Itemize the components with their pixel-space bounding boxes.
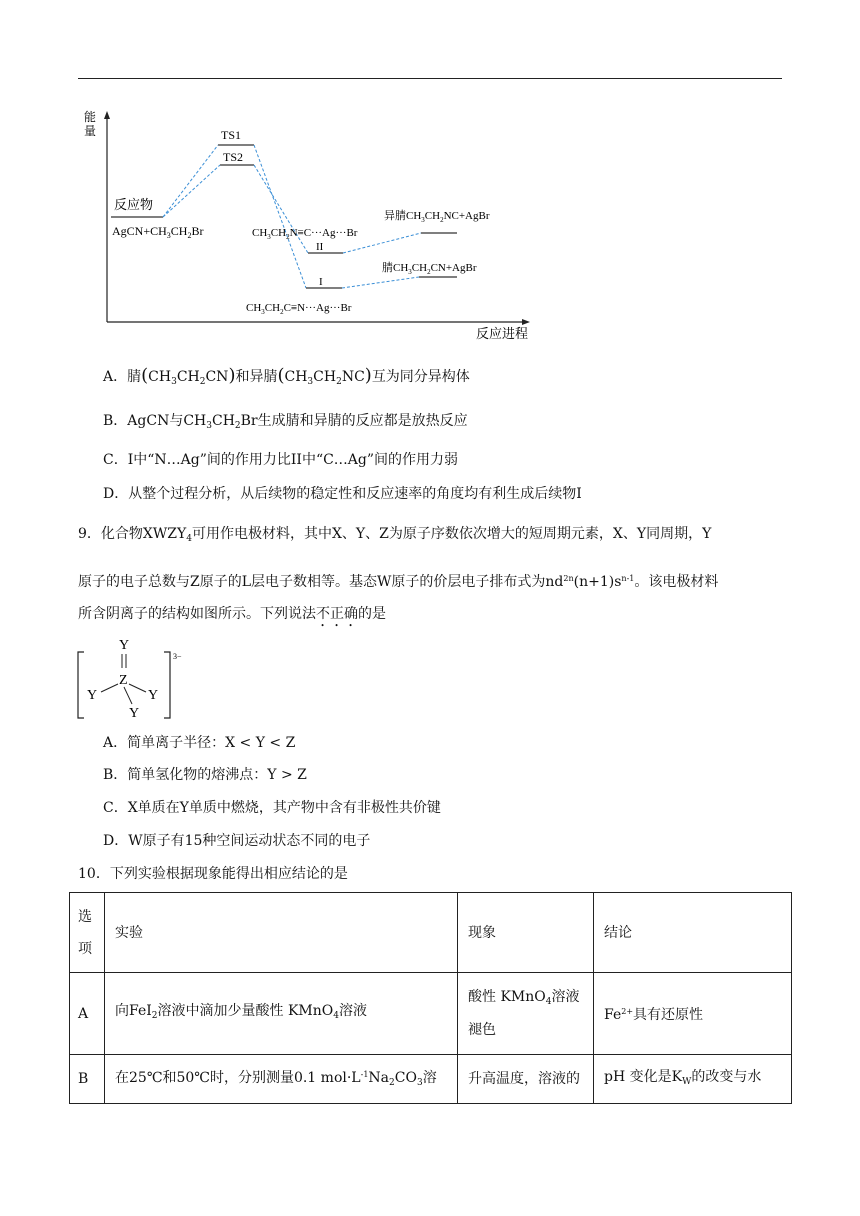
q9-stem-line3: 所含阴离子的结构如图所示。下列说法不正确的是 [78, 606, 386, 622]
anion-structure-diagram [76, 632, 206, 722]
q9-option-D: D．W原子有15种空间运动状态不同的电子 [103, 833, 371, 849]
atom-Y-right: Y [148, 688, 159, 703]
row-B-option: B [70, 1055, 105, 1104]
isonitrile-product-label: 异腈$CH_3CH_2NC+AgBr$ [384, 210, 490, 224]
path-ts1-to-I [254, 145, 306, 288]
atom-Y-left: Y [87, 688, 98, 703]
path-to-ts1 [163, 145, 218, 217]
ts2-label: TS2 [223, 150, 244, 164]
path-to-ts2 [163, 165, 220, 217]
x-axis-label: 反应进程 [476, 326, 529, 341]
header-experiment: 实验 [105, 893, 458, 973]
q8-option-D: D．从整个过程分析，从后续物的稳定性和反应速率的角度均有利生成后续物I [103, 486, 582, 502]
row-B-phenomenon: 升高温度，溶液的 [458, 1055, 594, 1104]
row-B-experiment: 在25℃和50℃时，分别测量0.1 $mol\cdot L^{-1}Na_2CO_3$溶 [105, 1055, 458, 1104]
experiment-table [69, 892, 792, 1104]
reactant-label: 反应物 [114, 197, 154, 212]
right-bracket [164, 652, 170, 718]
q8-option-B: B．AgCN与$CH_3CH_2Br$生成腈和异腈的反应都是放热反应 [103, 413, 468, 431]
table-row [70, 973, 792, 1055]
intermediate-II-label: II [316, 241, 324, 253]
header-option: 选 项 [70, 893, 105, 973]
x-axis-arrow [522, 319, 530, 325]
row-A-conclusion: $Fe^{2+}$具有还原性 [594, 973, 792, 1055]
atom-Y-bottom: Y [129, 706, 140, 721]
anion-charge: 3− [173, 652, 182, 661]
reactant-formula: $AgCN+CH_3CH_2Br$ [112, 224, 204, 240]
atom-Y-top: Y [119, 638, 130, 653]
q9-option-C: C．X单质在Y单质中燃烧，其产物中含有非极性共价键 [103, 800, 441, 816]
q8-option-C: C．I中“N…Ag”间的作用力比II中“C…Ag”间的作用力弱 [103, 452, 459, 468]
q9-stem-line2: 原子的电子总数与Z原子的L层电子数相等。基态W原子的价层电子排布式为$nd^{2n}(n+1)s^{n-1}$。该电极材料 [78, 574, 719, 590]
q9-stem-line1: 9．化合物$XWZY_4$可用作电极材料，其中X、Y、Z为原子序数依次增大的短周期元素，X、Y同周期，Y [78, 526, 712, 544]
q8-option-A: A．腈$(CH_3CH_2CN)$和异腈$(CH_3CH_2NC)$互为同分异构体 [103, 365, 470, 387]
row-A-experiment: 向FeI$_2$溶液中滴加少量酸性 KMnO$_4$溶液 [105, 973, 458, 1055]
q9-option-A: A．简单离子半径：X < Y < Z [103, 735, 296, 751]
table-row [70, 1055, 792, 1104]
intermediate-I-label: I [319, 276, 323, 288]
atom-Z-center: Z [119, 673, 128, 688]
row-A-option: A [70, 973, 105, 1055]
emphasis-not-correct: 不正确 [316, 606, 358, 622]
header-conclusion: 结论 [594, 893, 792, 973]
path-I-to-nitrile [342, 277, 419, 288]
header-phenomenon: 现象 [458, 893, 594, 973]
y-axis-arrow [104, 111, 110, 119]
q9-option-B: B．简单氢化物的熔沸点：Y > Z [103, 767, 307, 783]
left-bracket [78, 652, 84, 718]
ts1-label: TS1 [221, 128, 242, 142]
energy-profile-diagram [78, 105, 548, 350]
nitrile-product-label: 腈$CH_3CH_2CN+AgBr$ [382, 262, 477, 276]
y-axis-label-char2: 量 [84, 124, 97, 138]
q10-stem: 10．下列实验根据现象能得出相应结论的是 [78, 866, 348, 882]
row-B-conclusion: pH 变化是$K_W$的改变与水 [594, 1055, 792, 1104]
table-header-row [70, 893, 792, 973]
path-ts2-to-II [254, 165, 308, 253]
intermediate-I-formula: $CH_3CH_2C\equiv N\cdot\cdot\cdot Ag\cdot\cdot\cdot Br$ [246, 302, 352, 316]
header-rule [78, 78, 782, 79]
y-axis-label-char1: 能 [84, 110, 97, 124]
row-A-phenomenon: 酸性 KMnO$_4$溶液 褪色 [458, 973, 594, 1055]
intermediate-II-formula: $CH_3CH_2N\equiv C\cdot\cdot\cdot Ag\cdot\cdot\cdot Br$ [252, 227, 358, 241]
